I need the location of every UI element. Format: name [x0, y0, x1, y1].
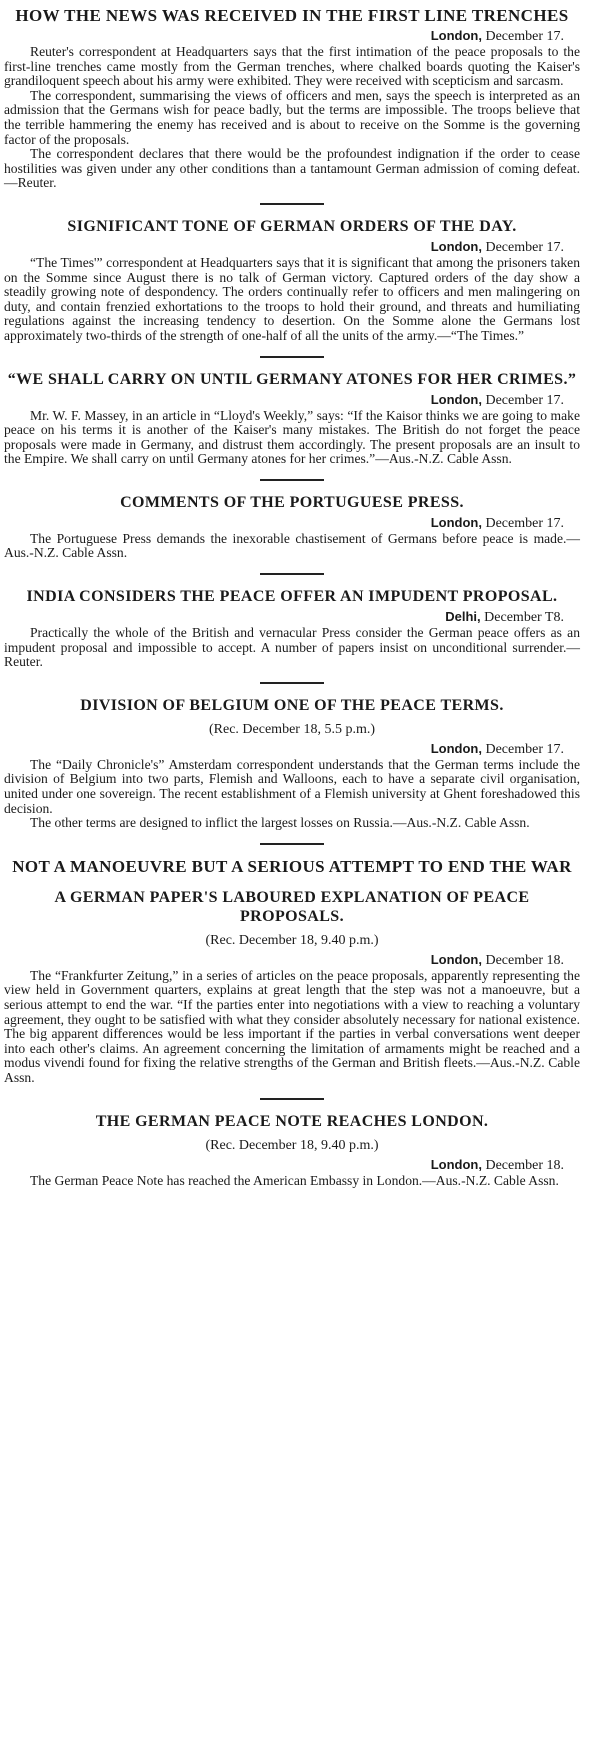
dateline-date: December 17.	[485, 29, 564, 44]
dateline-date: December T8.	[484, 610, 564, 626]
dateline-place: London,	[430, 238, 482, 254]
dateline-date: December 18.	[485, 1157, 564, 1173]
section-divider	[260, 1098, 324, 1100]
dateline-date: December 17.	[485, 239, 564, 255]
dateline-place: London,	[430, 391, 482, 407]
dateline-date: December 18.	[485, 952, 564, 968]
article-paragraph: Reuter's correspondent at Headquarters says that the first intimation of the peace proposals to the first-line trenches came mostly from the German trenches, where chalked boards quoting the Kaiser's grandiloquent speech about his army were exhibited. They were received with scepticism and sarcasm.	[4, 44, 580, 89]
article-paragraph: The “Frankfurter Zeitung,” in a series of articles on the peace proposals, apparently representing the view held in Government quarters, explains at great length that the step was not a manoeuvre, but a serious attempt to end the war. “If the parties enter into negotiations with a view to reaching a voluntary agreement, they ought to be satisfied with what they consider absolutely necessary for national existence. The big apparent differences would be less important if the parties in verbal conversations went deeper into each other's claims. An agreement concerning the limitation of armaments might be reached and a modus vivendi found for fixing the relative strengths of the German and British fleets.—Aus.-N.Z. Cable Assn.	[4, 967, 580, 1085]
section-divider	[260, 573, 324, 575]
dateline	[4, 1156, 580, 1174]
headline-german-orders: SIGNIFICANT TONE OF GERMAN ORDERS OF THE DAY.	[67, 217, 517, 235]
received-line: (Rec. December 18, 9.40 p.m.)	[205, 1137, 379, 1153]
dateline	[4, 608, 580, 626]
article-paragraph: The “Daily Chronicle's” Amsterdam correspondent understands that the German terms include the division of Belgium into two parts, Flemish and Walloons, each to have a separate civil organisation, united under one sovereign. The recent establishment of a Flemish university at Ghent foreshadowed this decision.	[4, 756, 580, 816]
article-paragraph: “The Times'” correspondent at Headquarters says that it is significant that among the prisoners taken on the Somme since August there is no talk of German victory. Captured orders of the day show a steadily growing note of despondency. The orders continually refer to officers and men malingering on duty, and contain frenzied exhortations to the troops to hold their ground, and threats and humiliating regulations against the increasing tendency to desertion. On the Somme alone the Germans lost approximately two-thirds of the strength of one-half of all the units of the army.—“The Times.”	[4, 254, 580, 343]
headline-portuguese-press: COMMENTS OF THE PORTUGUESE PRESS.	[120, 493, 464, 511]
headline-carry-on: “WE SHALL CARRY ON UNTIL GERMANY ATONES FOR HER CRIMES.”	[7, 370, 577, 388]
subheadline-german-paper: A GERMAN PAPER'S LABOURED EXPLANATION OF PEACE PROPOSALS.	[54, 888, 530, 925]
received-line: (Rec. December 18, 5.5 p.m.)	[209, 721, 375, 737]
dateline-place: London,	[430, 514, 482, 530]
section-divider	[260, 682, 324, 684]
dateline-place: London,	[430, 1156, 482, 1172]
section-divider	[260, 479, 324, 481]
dateline	[4, 27, 580, 45]
dateline-place: London,	[430, 951, 482, 967]
section-divider	[260, 843, 324, 845]
received-line: (Rec. December 18, 9.40 p.m.)	[205, 932, 379, 948]
dateline-date: December 17.	[485, 515, 564, 531]
headline-india: INDIA CONSIDERS THE PEACE OFFER AN IMPUDENT PROPOSAL.	[26, 588, 558, 606]
article-paragraph: The other terms are designed to inflict the largest losses on Russia.—Aus.-N.Z. Cable Assn.	[30, 815, 530, 831]
article-paragraph: The German Peace Note has reached the American Embassy in London.—Aus.-N.Z. Cable Assn.	[30, 1172, 559, 1188]
headline-peace-note-london: THE GERMAN PEACE NOTE REACHES LONDON.	[95, 1112, 489, 1130]
article-paragraph: Mr. W. F. Massey, in an article in “Lloyd's Weekly,” says: “If the Kaisor thinks we are going to make peace on his terms it is another of the Kaiser's many mistakes. The British do not forget the peace proposals were made in Germany, and distrust them accordingly. The present proposals are an insult to the Empire. We shall carry on until Germany atones for her crimes.”—Aus.-N.Z. Cable Assn.	[4, 407, 580, 467]
section-divider	[260, 356, 324, 358]
article-paragraph: The correspondent, summarising the views of officers and men, says the speech is interpreted as an admission that the Germans wish for peace badly, but the terms are impossible. The troops believe that the terrible hammering the enemy has received and is about to receive on the Somme is the governing factor of the proposals.	[4, 87, 580, 147]
headline-not-a-manoeuvre: NOT A MANOEUVRE BUT A SERIOUS ATTEMPT TO END THE WAR	[12, 856, 572, 876]
dateline-place: London,	[430, 740, 482, 756]
headline-belgium: DIVISION OF BELGIUM ONE OF THE PEACE TERMS.	[80, 696, 504, 714]
dateline-place: London,	[430, 28, 482, 43]
dateline-place: Delhi,	[445, 609, 481, 625]
dateline	[4, 514, 580, 532]
section-divider	[260, 203, 324, 205]
article-paragraph: The Portuguese Press demands the inexorable chastisement of Germans before peace is made.—Aus.-N.Z. Cable Assn.	[4, 530, 580, 561]
article-paragraph: The correspondent declares that there would be the profoundest indignation if the order to cease hostilities was given under any other conditions than a tantamount German admission of coming defeat.—Reuter.	[4, 146, 580, 191]
dateline-date: December 17.	[485, 741, 564, 757]
article-paragraph: Practically the whole of the British and vernacular Press consider the German peace offers as an impudent proposal and impossible to accept. A number of papers insist on unconditional surrender.—Reuter.	[4, 625, 580, 670]
dateline-date: December 17.	[485, 392, 564, 408]
dateline	[4, 740, 580, 758]
dateline	[4, 391, 580, 409]
dateline	[4, 238, 580, 256]
dateline	[4, 951, 580, 969]
headline-first-line-trenches: HOW THE NEWS WAS RECEIVED IN THE FIRST LINE TRENCHES	[15, 6, 569, 25]
